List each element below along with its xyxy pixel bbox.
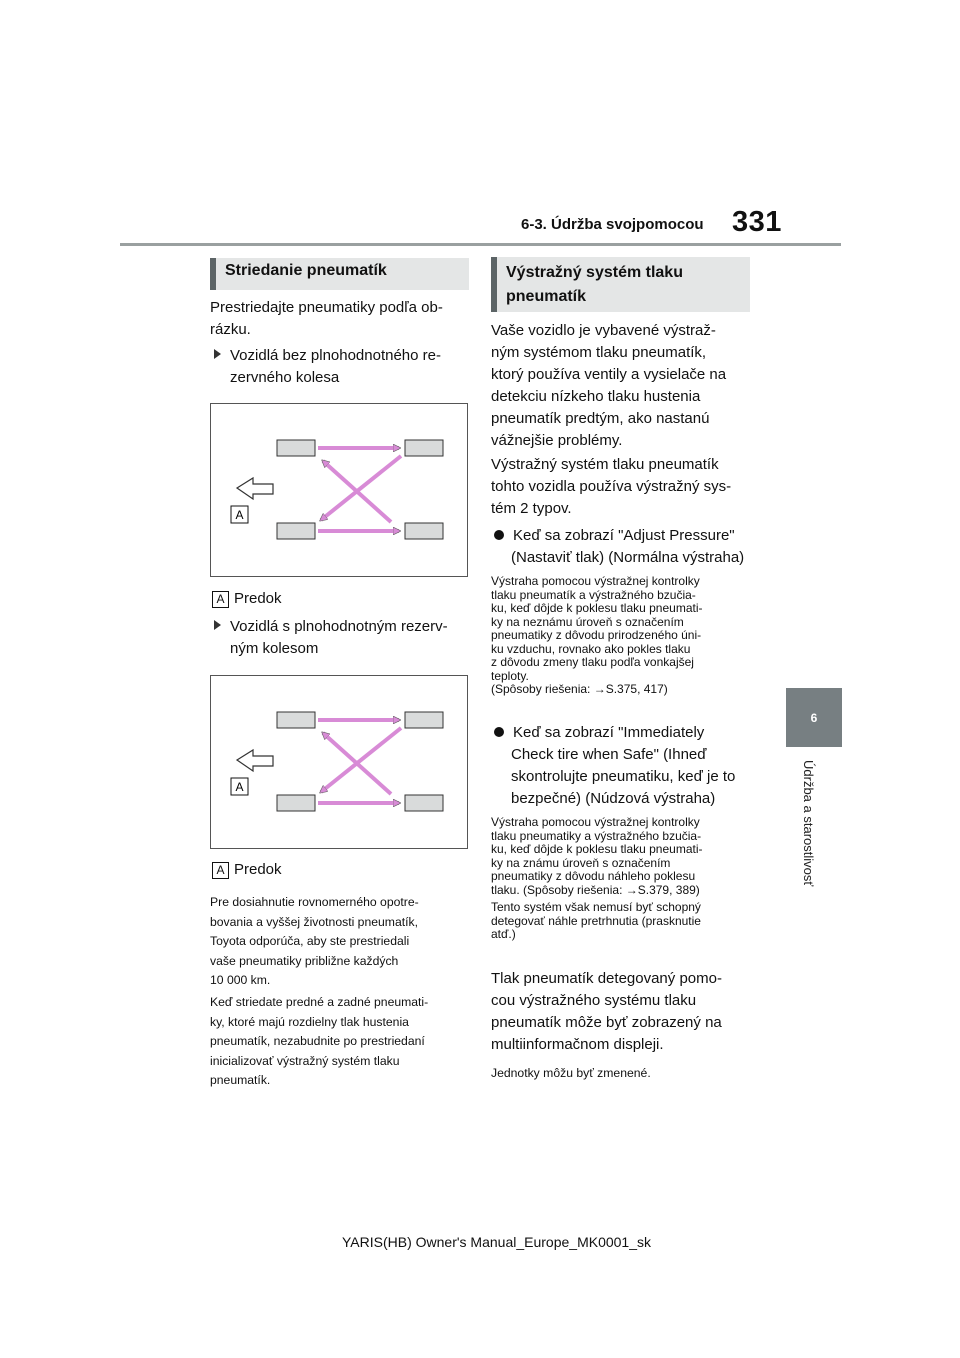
rotation-intro <box>210 297 443 341</box>
text-line: tlaku pneumatiky a výstražného bzučia- <box>491 828 702 843</box>
section-heading-tpms <box>491 257 750 312</box>
text-line: ku vzduchu, rovnako ako pokles tlaku <box>491 641 691 656</box>
text-line: teploty. <box>491 668 529 683</box>
header-rule <box>120 243 841 246</box>
caption-front-1 <box>212 588 282 610</box>
page-number: 331 <box>732 206 782 238</box>
text-line: Vozidlá bez plnohodnotného re- <box>230 347 441 364</box>
round-bullet-icon <box>494 530 504 540</box>
text-line: Tlak pneumatík detegovaný pomo- <box>491 970 722 987</box>
text-line: ktorý používa ventily a vysielače na <box>491 366 727 383</box>
rotation-diagram-svg <box>211 676 467 848</box>
text-line: Výstraha pomocou výstražnej kontrolky <box>491 815 700 829</box>
text-line: ky na známu úroveň s označením <box>491 855 671 870</box>
text-line: pneumatík môže byť zobrazený na <box>491 1014 722 1031</box>
caption-front-2 <box>212 859 282 881</box>
text-line: bezpečné) (Núdzová výstraha) <box>511 790 716 807</box>
label-a: A <box>235 508 244 522</box>
bullet-adjust-pressure <box>494 525 744 569</box>
section-title: 6-3. Údržba svojpomocou <box>521 216 704 233</box>
rear-left-tire <box>277 795 315 811</box>
text-line: pneumatík. <box>210 1073 271 1088</box>
text-line: pneumatiky z dôvodu náhleho poklesu <box>491 869 696 883</box>
text-line: pneumatík, nezabudnite po prestriedaní <box>210 1034 425 1049</box>
label-a-box: A <box>212 862 229 879</box>
text-line: (Spôsoby riešenia: →S.375, 417) <box>491 682 668 696</box>
chapter-number: 6 <box>810 710 818 725</box>
text-line: atď.) <box>491 927 516 941</box>
chapter-label <box>801 760 823 920</box>
text-line: pneumatík predtým, ako nastanú <box>491 410 710 427</box>
chapter-tab <box>786 688 842 747</box>
triangle-bullet-icon <box>214 620 221 630</box>
units-note: Jednotky môžu byť zmenené. <box>491 1066 651 1080</box>
text-line: cou výstražného systému tlaku <box>491 992 697 1009</box>
text-line: rázku. <box>210 321 251 338</box>
front-right-tire <box>405 712 443 728</box>
bullet-no-spare <box>214 345 441 389</box>
text-line: tém 2 typov. <box>491 500 572 517</box>
text-line: zervného kolesa <box>230 369 340 386</box>
text-line: Keď striedate predné a zadné pneumati- <box>210 995 429 1009</box>
text-line: ky na neznámu úroveň s označením <box>491 614 684 629</box>
text-line: Výstraha pomocou výstražnej kontrolky <box>491 574 700 588</box>
rotation-note-1 <box>210 893 419 991</box>
text-line: bovania a vyššej životnosti pneumatík, <box>210 914 418 929</box>
text-line: Vaše vozidlo je vybavené výstraž- <box>491 322 716 339</box>
text-line: ky, ktoré majú rozdielny tlak hustenia <box>210 1014 409 1029</box>
rotation-note-2 <box>210 993 428 1091</box>
text-line: Check tire when Safe" (Ihneď <box>511 746 707 763</box>
forward-direction-icon <box>237 478 273 499</box>
text-line: Toyota odporúča, aby ste prestriedali <box>210 934 410 949</box>
text-line: pneumatiky z dôvodu prirodzeného úni- <box>491 628 702 642</box>
text-line: detegovať náhle pretrhnutia (prasknutie <box>491 913 701 928</box>
text-line: multiinformačnom displeji. <box>491 1036 664 1053</box>
text-line: 10 000 km. <box>210 973 271 988</box>
tpms-para-1 <box>491 320 726 452</box>
section-heading-rotation <box>210 258 469 290</box>
rear-right-tire <box>405 795 443 811</box>
footer-text: YARIS(HB) Owner's Manual_Europe_MK0001_sk <box>342 1234 651 1250</box>
rotation-diagram-no-spare <box>210 403 468 577</box>
text-line: detekciu nízkeho tlaku hustenia <box>491 388 701 405</box>
rotation-diagram-svg <box>211 404 467 576</box>
arrow-diagonal-1 <box>321 728 401 792</box>
text-line: tlaku. (Spôsoby riešenia: →S.379, 389) <box>491 882 700 897</box>
text-line: vaše pneumatiky približne každých <box>210 953 399 968</box>
text-line: ným systémom tlaku pneumatík, <box>491 344 707 361</box>
caption-text: Predok <box>234 861 282 878</box>
arrow-diagonal-1 <box>321 456 401 520</box>
text-line: Prestriedajte pneumatiky podľa ob- <box>210 299 443 316</box>
text-line: Vozidlá s plnohodnotným rezerv- <box>230 618 448 635</box>
adjust-pressure-desc <box>491 575 703 697</box>
rear-left-tire <box>277 523 315 539</box>
caption-text: Predok <box>234 590 282 607</box>
text-line: tlaku pneumatík a výstražného bzučia- <box>491 587 696 602</box>
rear-right-tire <box>405 523 443 539</box>
rotation-diagram-full-spare <box>210 675 468 849</box>
bullet-full-spare <box>214 616 448 660</box>
text-line: ku, keď dôjde k poklesu tlaku pneumati- <box>491 842 703 856</box>
round-bullet-icon <box>494 727 504 737</box>
label-a-box: A <box>212 591 229 608</box>
chapter-label-text: Údržba a starostlivosť <box>801 760 816 887</box>
text-line: Pre dosiahnutie rovnomerného opotre- <box>210 895 419 909</box>
text-line: Keď sa zobrazí "Immediately <box>513 724 705 741</box>
bullet-immediately-check <box>494 722 735 810</box>
tpms-para-2 <box>491 454 731 520</box>
triangle-bullet-icon <box>214 349 221 359</box>
heading-text: pneumatík <box>506 288 587 305</box>
tpms-para-3 <box>491 968 722 1056</box>
text-line: vážnejšie problémy. <box>491 432 623 449</box>
front-left-tire <box>277 712 315 728</box>
text-line: Keď sa zobrazí "Adjust Pressure" <box>513 527 735 544</box>
text-line: (Nastaviť tlak) (Normálna výstraha) <box>511 549 745 566</box>
text-line: ným kolesom <box>230 640 319 657</box>
text-line: tohto vozidla používa výstražný sys- <box>491 478 732 495</box>
heading-text: Výstražný systém tlaku <box>506 264 683 281</box>
text-line: inicializovať výstražný systém tlaku <box>210 1053 400 1068</box>
heading-text: Striedanie pneumatík <box>225 262 387 279</box>
text-line: skontrolujte pneumatiku, keď je to <box>511 768 736 785</box>
front-right-tire <box>405 440 443 456</box>
text-line: ku, keď dôjde k poklesu tlaku pneumati- <box>491 601 703 615</box>
text-line: Tento systém však nemusí byť schopný <box>491 900 701 914</box>
forward-direction-icon <box>237 750 273 771</box>
text-line: Výstražný systém tlaku pneumatík <box>491 456 719 473</box>
text-line: z dôvodu zmeny tlaku podľa vonkajšej <box>491 655 694 669</box>
label-a: A <box>235 780 244 794</box>
immediately-check-desc <box>491 816 703 942</box>
front-left-tire <box>277 440 315 456</box>
